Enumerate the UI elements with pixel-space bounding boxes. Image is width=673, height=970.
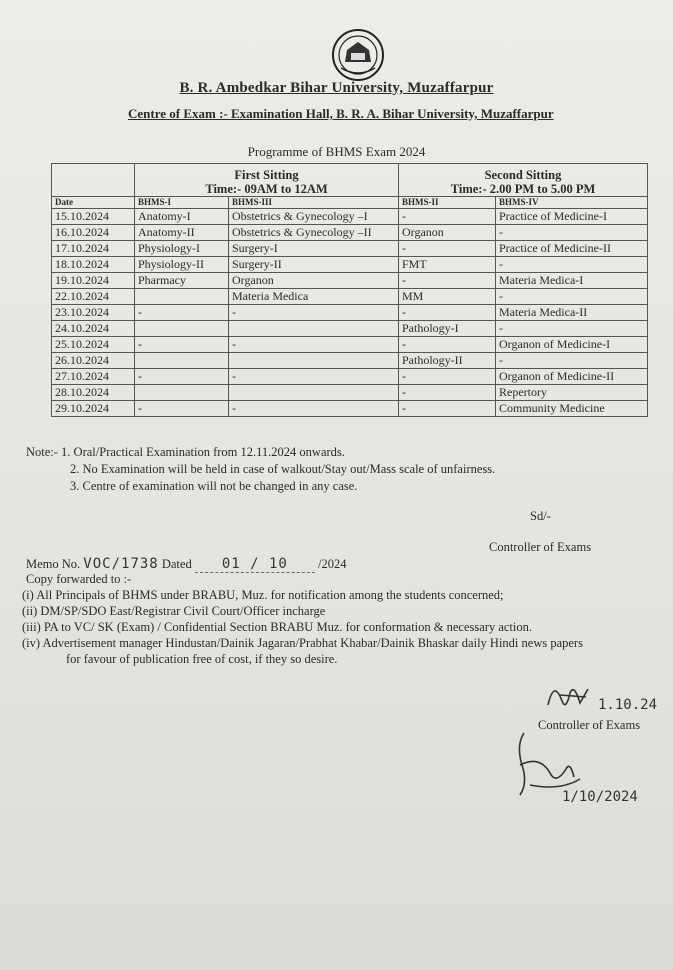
cell-bhms-4: Practice of Medicine-II bbox=[496, 241, 648, 257]
cell-bhms-2: - bbox=[399, 209, 496, 225]
cell-date: 22.10.2024 bbox=[52, 289, 135, 305]
column-header-bhms-3: BHMS-III bbox=[229, 197, 399, 209]
cell-bhms-1 bbox=[135, 321, 229, 337]
cell-bhms-3 bbox=[229, 321, 399, 337]
cell-bhms-4: - bbox=[496, 321, 648, 337]
copy-item-ii: (ii) DM/SP/SDO East/Registrar Civil Court/Officer incharge bbox=[22, 604, 326, 618]
cell-date: 28.10.2024 bbox=[52, 385, 135, 401]
cell-bhms-1: Physiology-II bbox=[135, 257, 229, 273]
table-row bbox=[52, 305, 648, 321]
cell-bhms-4: - bbox=[496, 289, 648, 305]
sd-mark: Sd/- bbox=[530, 509, 551, 523]
cell-date: 17.10.2024 bbox=[52, 241, 135, 257]
cell-bhms-1: Physiology-I bbox=[135, 241, 229, 257]
programme-title: Programme of BHMS Exam 2024 bbox=[247, 144, 426, 159]
cell-bhms-3: Organon bbox=[229, 273, 399, 289]
copy-item-i: (i) All Principals of BHMS under BRABU, Muz. for notification among the students concerned; bbox=[22, 588, 504, 602]
copy-item-iv-continued: for favour of publication free of cost, if they so desire. bbox=[66, 652, 338, 666]
cell-date: 25.10.2024 bbox=[52, 337, 135, 353]
cell-bhms-2: MM bbox=[399, 289, 496, 305]
table-row bbox=[52, 209, 648, 225]
cell-bhms-1: - bbox=[135, 401, 229, 417]
memo-year: /2024 bbox=[317, 557, 347, 571]
cell-bhms-1: Anatomy-II bbox=[135, 225, 229, 241]
cell-bhms-3: Surgery-I bbox=[229, 241, 399, 257]
second-sitting-header bbox=[399, 164, 648, 197]
memo-date-handwritten: 01 / 10 bbox=[195, 556, 315, 573]
cell-date: 23.10.2024 bbox=[52, 305, 135, 321]
cell-bhms-1: - bbox=[135, 305, 229, 321]
memo-number: VOC/1738 bbox=[83, 556, 159, 572]
cell-bhms-1 bbox=[135, 289, 229, 305]
cell-bhms-3: Obstetrics & Gynecology –I bbox=[229, 209, 399, 225]
first-sitting-header bbox=[135, 164, 399, 197]
controller-of-exams-bottom: Controller of Exams bbox=[538, 718, 641, 732]
cell-bhms-2: - bbox=[399, 385, 496, 401]
table-row bbox=[52, 257, 648, 273]
cell-date: 27.10.2024 bbox=[52, 369, 135, 385]
cell-date: 19.10.2024 bbox=[52, 273, 135, 289]
column-header-bhms-4: BHMS-IV bbox=[496, 197, 648, 209]
cell-bhms-1: Anatomy-I bbox=[135, 209, 229, 225]
column-header-bhms-1: BHMS-I bbox=[135, 197, 229, 209]
cell-bhms-4: Repertory bbox=[496, 385, 648, 401]
empty-header-cell bbox=[52, 164, 135, 197]
first-sitting-title: First Sitting bbox=[234, 168, 299, 182]
copy-forwarded-section bbox=[22, 571, 583, 667]
signature-2 bbox=[510, 725, 650, 815]
exam-schedule-table bbox=[51, 163, 648, 417]
cell-date: 29.10.2024 bbox=[52, 401, 135, 417]
cell-bhms-2: Pathology-I bbox=[399, 321, 496, 337]
note-1: Note:- 1. Oral/Practical Examination from 12.11.2024 onwards. bbox=[26, 445, 345, 459]
table-row bbox=[52, 385, 648, 401]
cell-bhms-2: - bbox=[399, 273, 496, 289]
cell-bhms-4: - bbox=[496, 225, 648, 241]
copy-heading: Copy forwarded to :- bbox=[26, 572, 132, 586]
cell-bhms-2: FMT bbox=[399, 257, 496, 273]
cell-bhms-2: - bbox=[399, 369, 496, 385]
university-name: B. R. Ambedkar Bihar University, Muzaffarpur bbox=[179, 80, 494, 96]
cell-bhms-3: - bbox=[229, 305, 399, 321]
cell-bhms-4: Practice of Medicine-I bbox=[496, 209, 648, 225]
table-row bbox=[52, 289, 648, 305]
cell-bhms-3: Obstetrics & Gynecology –II bbox=[229, 225, 399, 241]
cell-bhms-1: - bbox=[135, 369, 229, 385]
signature-1-date: 1.10.24 bbox=[598, 697, 658, 713]
second-sitting-title: Second Sitting bbox=[484, 168, 562, 182]
cell-bhms-4: - bbox=[496, 257, 648, 273]
cell-bhms-1: Pharmacy bbox=[135, 273, 229, 289]
cell-bhms-3: - bbox=[229, 401, 399, 417]
controller-of-exams-top: Controller of Exams bbox=[489, 540, 592, 554]
column-header-date: Date bbox=[52, 197, 135, 209]
table-row bbox=[52, 401, 648, 417]
notes-section bbox=[26, 444, 495, 495]
cell-bhms-4: Materia Medica-II bbox=[496, 305, 648, 321]
cell-bhms-3: - bbox=[229, 369, 399, 385]
cell-bhms-2: - bbox=[399, 241, 496, 257]
university-emblem-icon bbox=[331, 28, 385, 82]
table-row bbox=[52, 225, 648, 241]
exam-centre: Centre of Exam :- Examination Hall, B. R. A. Bihar University, Muzaffarpur bbox=[128, 106, 554, 121]
table-row bbox=[52, 353, 648, 369]
cell-date: 26.10.2024 bbox=[52, 353, 135, 369]
cell-bhms-2: - bbox=[399, 401, 496, 417]
signature-2-date: 1/10/2024 bbox=[562, 789, 638, 805]
cell-bhms-3: Materia Medica bbox=[229, 289, 399, 305]
cell-bhms-2: Organon bbox=[399, 225, 496, 241]
cell-bhms-1: - bbox=[135, 337, 229, 353]
cell-date: 15.10.2024 bbox=[52, 209, 135, 225]
cell-bhms-1 bbox=[135, 385, 229, 401]
cell-bhms-2: - bbox=[399, 305, 496, 321]
copy-item-iv: (iv) Advertisement manager Hindustan/Dainik Jagaran/Prabhat Khabar/Dainik Bhaskar daily Hindi news papers bbox=[22, 636, 583, 650]
schedule-rows bbox=[52, 209, 648, 417]
table-row bbox=[52, 337, 648, 353]
second-sitting-time: Time:- 2.00 PM to 5.00 PM bbox=[450, 182, 596, 196]
cell-bhms-4: Materia Medica-I bbox=[496, 273, 648, 289]
cell-date: 18.10.2024 bbox=[52, 257, 135, 273]
table-row bbox=[52, 273, 648, 289]
memo-prefix: Memo No. bbox=[26, 557, 81, 571]
cell-bhms-4: - bbox=[496, 353, 648, 369]
table-row bbox=[52, 321, 648, 337]
copy-item-iii: (iii) PA to VC/ SK (Exam) / Confidential Section BRABU Muz. for conformation & necessary action. bbox=[22, 620, 533, 634]
cell-bhms-4: Organon of Medicine-II bbox=[496, 369, 648, 385]
memo-dated: Dated bbox=[161, 557, 192, 571]
note-3: 3. Centre of examination will not be changed in any case. bbox=[70, 479, 358, 493]
cell-bhms-4: Community Medicine bbox=[496, 401, 648, 417]
cell-bhms-2: - bbox=[399, 337, 496, 353]
cell-bhms-3 bbox=[229, 385, 399, 401]
cell-bhms-1 bbox=[135, 353, 229, 369]
cell-bhms-4: Organon of Medicine-I bbox=[496, 337, 648, 353]
cell-bhms-3 bbox=[229, 353, 399, 369]
cell-date: 16.10.2024 bbox=[52, 225, 135, 241]
table-row bbox=[52, 241, 648, 257]
column-header-bhms-2: BHMS-II bbox=[399, 197, 496, 209]
cell-bhms-2: Pathology-II bbox=[399, 353, 496, 369]
note-2: 2. No Examination will be held in case of walkout/Stay out/Mass scale of unfairness. bbox=[70, 462, 496, 476]
table-row bbox=[52, 369, 648, 385]
cell-date: 24.10.2024 bbox=[52, 321, 135, 337]
first-sitting-time: Time:- 09AM to 12AM bbox=[205, 182, 328, 196]
cell-bhms-3: Surgery-II bbox=[229, 257, 399, 273]
cell-bhms-3: - bbox=[229, 337, 399, 353]
